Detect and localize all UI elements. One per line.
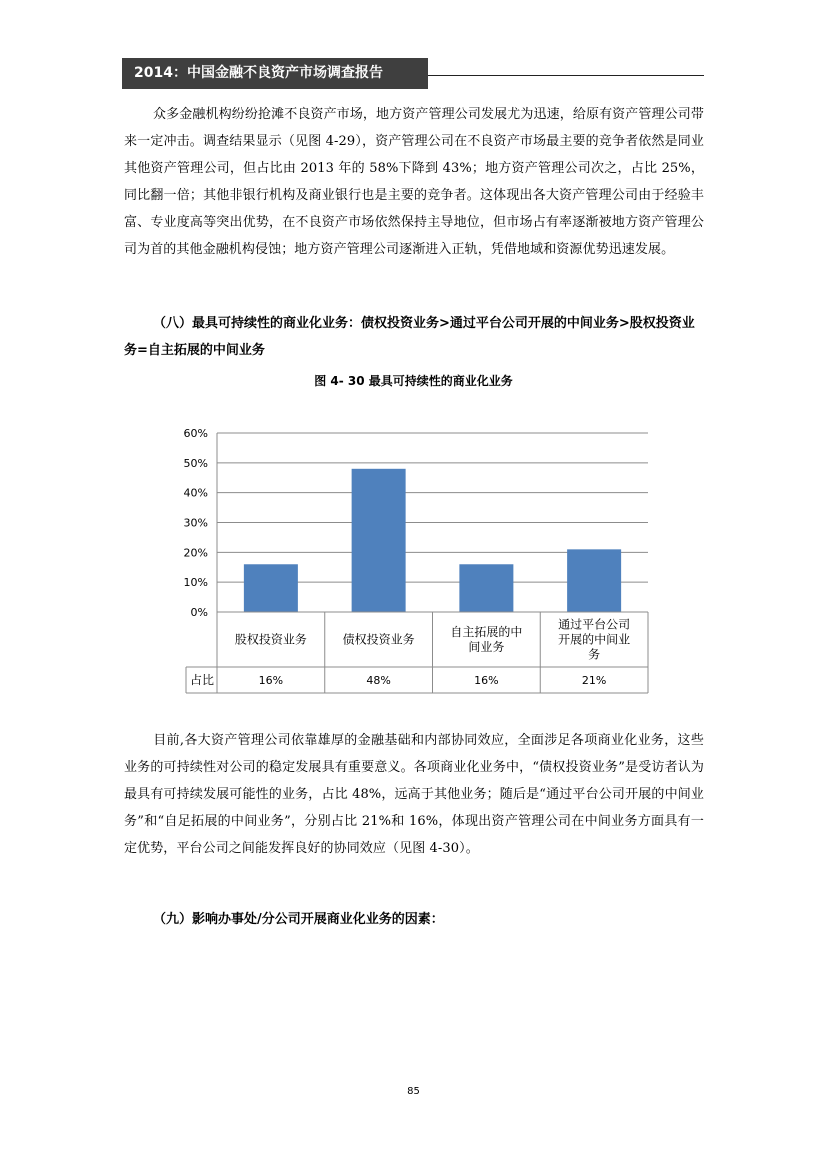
paragraph-analysis-text: 目前,各大资产管理公司依靠雄厚的金融基础和内部协同效应，全面涉足各项商业化业务，这些业务的可持续性对公司的稳定发展具有重要意义。各项商业化业务中，“债权投资业务”是受访者认为最具有可持续发展可能性的业务，占比 48%，远高于其他业务；随后是“通过平台公司开展的中间业务”和“自足拓展的中间业务”，分别占比 21%和 16%，体现出资产管理公司在中间业务方面具有一定优势，平台公司之间能发挥良好的协同效应（见图 4-30）。 — [124, 733, 704, 856]
section-heading-9-text: （九）影响办事处/分公司开展商业化业务的因素： — [153, 912, 444, 927]
bar-1 — [244, 564, 298, 612]
bar-2 — [352, 469, 406, 612]
section-heading-9 — [124, 906, 704, 933]
category-label: 间业务 — [468, 640, 505, 654]
y-tick-label: 30% — [183, 516, 208, 530]
figure-title: 图 4- 30 最具可持续性的商业化业务 — [314, 374, 513, 388]
page-number: 85 — [407, 1086, 420, 1097]
series-label: 占比 — [190, 673, 215, 687]
y-tick-label: 20% — [183, 546, 208, 560]
y-tick-label: 0% — [190, 606, 208, 619]
table-value: 21% — [581, 674, 607, 687]
category-label: 股权投资业务 — [234, 632, 307, 647]
y-tick-label: 60% — [183, 427, 208, 440]
category-label: 务 — [588, 647, 601, 662]
section-heading-8-text: （八）最具可持续性的商业化业务：债权投资业务>通过平台公司开展的中间业务>股权投资业务=自主拓展的中间业务 — [124, 316, 695, 358]
y-tick-label: 50% — [183, 456, 208, 470]
category-label: 通过平台公司 — [558, 617, 631, 632]
category-label: 开展的中间业 — [558, 632, 631, 647]
paragraph-competition-text: 众多金融机构纷纷抢滩不良资产市场，地方资产管理公司发展尤为迅速，给原有资产管理公司带来一定冲击。调查结果显示（见图 4-29），资产管理公司在不良资产市场最主要的竞争者依然是同业其他资产管理公司，但占比由 2013 年的 58%下降到 43%；地方资产管理公司次之，占比 25%，同比翻一倍；其他非银行机构及商业银行也是主要的竞争者。这体现出各大资产管理公司由于经验丰富、专业度高等突出优势，在不良资产市场依然保持主导地位，但市场占有率逐渐被地方资产管理公司为首的其他金融机构侵蚀；地方资产管理公司逐渐进入正轨，凭借地域和资源优势迅速发展。 — [124, 107, 704, 257]
paragraph-analysis — [124, 727, 704, 862]
category-label: 债权投资业务 — [342, 632, 415, 647]
table-value: 48% — [366, 674, 391, 687]
table-value: 16% — [474, 674, 499, 687]
y-tick-label: 40% — [183, 486, 208, 500]
report-header-title: 2014：中国金融不良资产市场调查报告 — [122, 58, 428, 89]
bar-3 — [459, 564, 513, 612]
category-label: 自主拓展的中 — [450, 625, 523, 639]
y-tick-label: 10% — [183, 576, 208, 590]
table-value: 16% — [258, 674, 284, 687]
bar-4 — [567, 549, 621, 612]
